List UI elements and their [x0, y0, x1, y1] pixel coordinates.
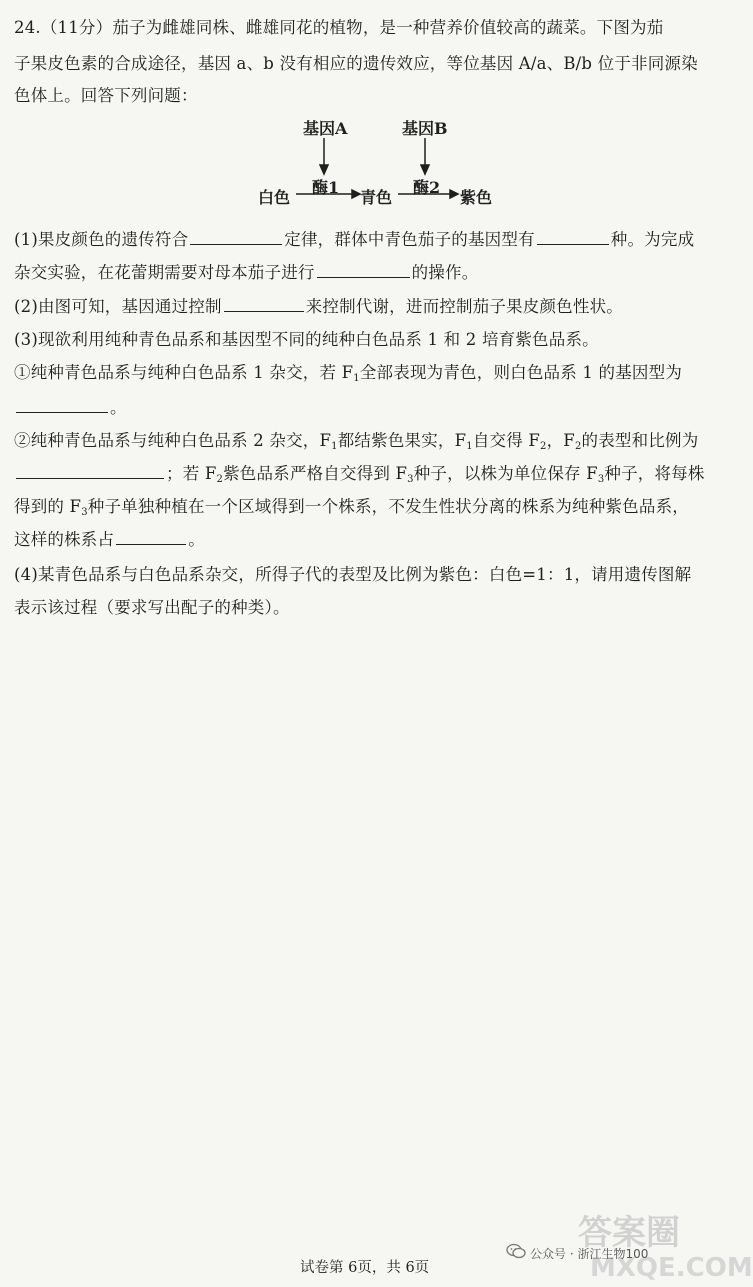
q3-i2-text-a: ②纯种青色品系与纯种白色品系 2 杂交，F: [14, 431, 332, 450]
gene-b-arrowhead: [421, 165, 429, 174]
watermark-logo: [500, 1204, 753, 1283]
watermark-site-text: MXQE.COM: [590, 1253, 753, 1283]
subscript-f3: 3: [407, 474, 414, 485]
green-to-purple-arrowhead: [450, 190, 458, 198]
q3-item1-line-1: [14, 359, 682, 384]
subscript-f1: 1: [331, 441, 338, 452]
q1-text-c: 种。为完成: [610, 230, 695, 249]
q3-i2-text-i: 种子，将每株: [604, 464, 705, 483]
enzyme-2-label: 酶2: [413, 178, 441, 197]
q3-intro: (3)现欲利用纯种青色品系和基因型不同的纯种白色品系 1 和 2 培育紫色品系。: [14, 330, 599, 349]
q3-blank-f2-phenotype-ratio[interactable]: [16, 464, 164, 479]
q3-i1-text-b: 全部表现为青色，则白色品系 1 的基因型为: [359, 363, 683, 382]
q1-line-1: [14, 226, 694, 250]
q1-blank-law[interactable]: [190, 230, 282, 245]
subscript-f3: 3: [81, 507, 88, 518]
q1-text-b: 定律，群体中青色茄子的基因型有: [284, 230, 535, 249]
q3-item2-line-2: [14, 460, 705, 485]
subscript-f2: 2: [216, 474, 224, 485]
q3-i2-text-h: 种子，以株为单位保存 F: [413, 464, 598, 483]
gene-b-label: 基因B: [402, 119, 448, 138]
subscript-f1: 1: [353, 373, 360, 384]
q3-item2-line-3: [14, 493, 689, 518]
q4-line-2: 表示该过程（要求写出配子的种类）。: [14, 598, 290, 617]
q3-i2-text-d: ，F: [546, 431, 575, 450]
q3-i2-text-k: 种子单独种植在一个区域得到一个株系，不发生性状分离的株系为纯种紫色品系，: [87, 497, 689, 516]
q3-i2-text-l: 这样的株系占: [14, 530, 115, 549]
q3-i2-text-c: 自交得 F: [472, 431, 541, 450]
white-to-green-arrowhead: [352, 190, 360, 198]
q3-i2-text-f: ；若 F: [166, 464, 217, 483]
q3-item2-line-4: [14, 526, 205, 550]
enzyme-1-label: 酶1: [312, 178, 340, 197]
subscript-f1: 1: [466, 441, 473, 452]
q1-blank-operation[interactable]: [317, 263, 410, 278]
subscript-f3: 3: [597, 474, 605, 485]
watermark-logo-text: 答案圈: [578, 1213, 680, 1253]
q1-blank-genotype-count[interactable]: [537, 230, 609, 245]
answer-space[interactable]: [14, 630, 739, 1190]
question-text-line-1: 24.（11分）茄子为雌雄同株、雌雄同花的植物，是一种营养价值较高的蔬菜。下图为茄: [14, 18, 664, 37]
q3-item2-line-1: [14, 427, 698, 452]
q3-i1-text-a: ①纯种青色品系与纯种白色品系 1 杂交，若 F: [14, 363, 354, 382]
green-color-label: 青色: [360, 188, 393, 207]
q2-line: [14, 293, 623, 317]
q2-text-a: (2)由图可知，基因通过控制: [14, 297, 222, 316]
q1-text-d: 杂交实验，在花蕾期需要对母本茄子进行: [14, 263, 315, 282]
q3-i2-text-j: 得到的 F: [14, 497, 82, 516]
q4-line-1: (4)某青色品系与白色品系杂交，所得子代的表型及比例为紫色：白色=1：1，请用遗传图解: [14, 565, 692, 584]
q3-item1-line-2: [14, 394, 127, 418]
purple-color-label: 紫色: [460, 188, 493, 207]
q1-text-a: (1)果皮颜色的遗传符合: [14, 230, 189, 249]
q3-blank-proportion[interactable]: [116, 530, 186, 545]
white-color-label: 白色: [258, 188, 291, 207]
subscript-f2: 2: [540, 441, 547, 452]
page-footer: 试卷第 6页，共 6页: [300, 1260, 430, 1276]
q2-blank-control[interactable]: [224, 297, 304, 312]
watermark: [500, 1204, 753, 1283]
q3-blank-white1-genotype[interactable]: [16, 398, 108, 413]
gene-a-arrowhead: [320, 165, 328, 174]
wechat-icon: [506, 1243, 526, 1259]
q3-i2-end: 。: [188, 530, 205, 549]
q3-i1-end: 。: [110, 398, 127, 417]
gene-a-label: 基因A: [303, 119, 348, 138]
subscript-f2: 2: [574, 441, 582, 452]
watermark-account: 公众号 · 浙江生物100: [530, 1247, 649, 1261]
pigment-pathway-diagram: [250, 112, 510, 212]
question-text-line-3: 色体上。回答下列问题：: [14, 86, 198, 105]
q3-i2-text-e: 的表型和比例为: [581, 431, 699, 450]
q1-text-e: 的操作。: [411, 263, 479, 282]
q3-i2-text-b: 都结紫色果实，F: [337, 431, 467, 450]
q1-line-2: [14, 259, 478, 283]
question-text-line-2: 子果皮色素的合成途径，基因 a、b 没有相应的遗传效应，等位基因 A/a、B/b 位于非同源染: [14, 54, 698, 73]
q3-i2-text-g: 紫色品系严格自交得到 F: [223, 464, 408, 483]
q2-text-b: 来控制代谢，进而控制茄子果皮颜色性状。: [305, 297, 623, 316]
